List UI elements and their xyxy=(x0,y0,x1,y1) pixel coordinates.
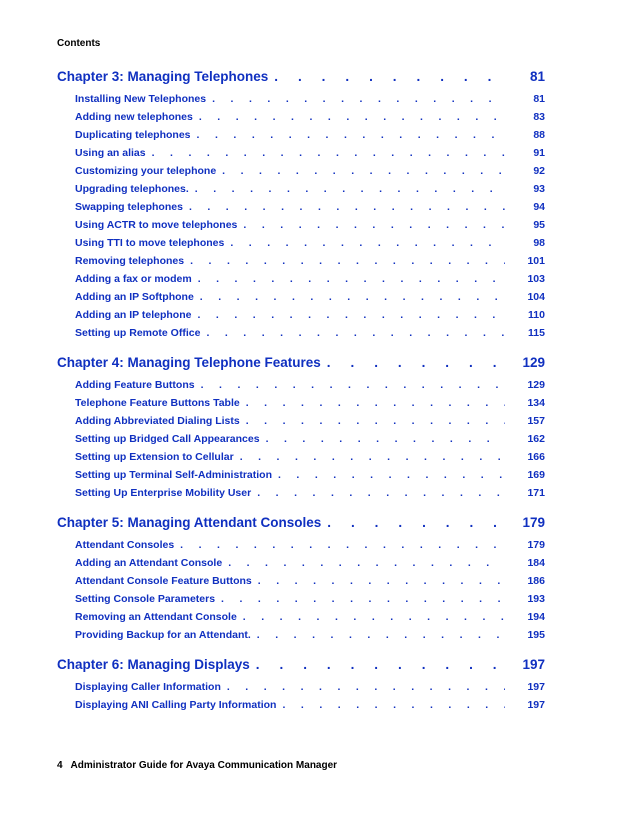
toc-entry-link[interactable] xyxy=(57,696,545,714)
entry-title: Attendant Console Feature Buttons xyxy=(75,575,252,587)
toc-entry-link[interactable] xyxy=(57,324,545,342)
entry-title: Attendant Consoles xyxy=(75,539,175,551)
toc-chapter-link[interactable] xyxy=(57,510,545,536)
toc-entry-link[interactable] xyxy=(57,466,545,484)
dot-leader xyxy=(222,554,505,572)
toc-entry-link[interactable] xyxy=(57,144,545,162)
dot-leader xyxy=(250,652,505,678)
chapter-block xyxy=(57,510,545,644)
footer-doc-title: Administrator Guide for Avaya Communication Manager xyxy=(70,760,338,771)
footer-page-number: 4 xyxy=(57,760,63,771)
dot-leader xyxy=(194,288,505,306)
dot-leader xyxy=(191,306,505,324)
dot-leader xyxy=(321,350,505,376)
entry-title: Setting up Extension to Cellular xyxy=(75,451,234,463)
entry-title: Adding new telephones xyxy=(75,111,193,123)
entry-page: 171 xyxy=(527,487,545,499)
entry-title: Upgrading telephones. xyxy=(75,183,189,195)
entry-title: Swapping telephones xyxy=(75,201,183,213)
entry-title: Setting up Remote Office xyxy=(75,327,201,339)
entry-page: 179 xyxy=(527,539,545,551)
entry-page: 162 xyxy=(527,433,545,445)
entry-page: 103 xyxy=(527,273,545,285)
toc-entry-link[interactable] xyxy=(57,448,545,466)
entry-page: 98 xyxy=(533,237,545,249)
dot-leader xyxy=(146,144,505,162)
dot-leader xyxy=(191,126,505,144)
page-footer xyxy=(57,760,337,771)
entry-page: 169 xyxy=(527,469,545,481)
entry-page: 197 xyxy=(527,699,545,711)
dot-leader xyxy=(251,626,505,644)
dot-leader xyxy=(251,484,505,502)
chapter-title: Chapter 3: Managing Telephones xyxy=(57,69,269,84)
entry-title: Adding an Attendant Console xyxy=(75,557,223,569)
toc-entry-link[interactable] xyxy=(57,306,545,324)
entry-page: 115 xyxy=(528,327,545,339)
entry-title: Using TTI to move telephones xyxy=(75,237,225,249)
entry-page: 101 xyxy=(527,255,545,267)
chapter-block xyxy=(57,350,545,502)
entry-page: 166 xyxy=(527,451,545,463)
entry-page: 83 xyxy=(533,111,545,123)
chapter-title: Chapter 5: Managing Attendant Consoles xyxy=(57,515,322,530)
entry-page: 81 xyxy=(533,93,545,105)
toc-entry-link[interactable] xyxy=(57,678,545,696)
entry-title: Installing New Telephones xyxy=(75,93,207,105)
dot-leader xyxy=(192,270,505,288)
entry-title: Providing Backup for an Attendant. xyxy=(75,629,251,641)
entry-title: Duplicating telephones xyxy=(75,129,191,141)
toc-entry-link[interactable] xyxy=(57,572,545,590)
toc-entry-link[interactable] xyxy=(57,394,545,412)
chapter-block xyxy=(57,652,545,714)
entry-title: Customizing your telephone xyxy=(75,165,217,177)
entry-title: Displaying ANI Calling Party Information xyxy=(75,699,277,711)
dot-leader xyxy=(183,198,505,216)
chapter-title: Chapter 6: Managing Displays xyxy=(57,657,250,672)
entry-title: Removing telephones xyxy=(75,255,185,267)
entry-page: 193 xyxy=(527,593,545,605)
toc-chapter-link[interactable] xyxy=(57,64,545,90)
dot-leader xyxy=(215,590,505,608)
entry-title: Using an alias xyxy=(75,147,146,159)
table-of-contents xyxy=(57,64,545,722)
dot-leader xyxy=(268,64,505,90)
chapter-page: 81 xyxy=(529,69,545,84)
dot-leader xyxy=(321,510,505,536)
dot-leader xyxy=(234,448,505,466)
chapter-title: Chapter 4: Managing Telephone Features xyxy=(57,355,321,370)
toc-entry-link[interactable] xyxy=(57,270,545,288)
entry-title: Adding an IP Softphone xyxy=(75,291,194,303)
toc-entry-link[interactable] xyxy=(57,180,545,198)
toc-entry-link[interactable] xyxy=(57,198,545,216)
toc-chapter-link[interactable] xyxy=(57,350,545,376)
dot-leader xyxy=(237,216,505,234)
dot-leader xyxy=(200,324,505,342)
entry-page: 194 xyxy=(527,611,545,623)
toc-entry-link[interactable] xyxy=(57,252,545,270)
dot-leader xyxy=(189,180,505,198)
dot-leader xyxy=(224,234,505,252)
toc-entry-link[interactable] xyxy=(57,162,545,180)
entry-page: 157 xyxy=(527,415,545,427)
entry-title: Setting Up Enterprise Mobility User xyxy=(75,487,252,499)
toc-entry-link[interactable] xyxy=(57,90,545,108)
entry-title: Setting Console Parameters xyxy=(75,593,216,605)
toc-entry-link[interactable] xyxy=(57,234,545,252)
entry-title: Removing an Attendant Console xyxy=(75,611,237,623)
entry-title: Adding a fax or modem xyxy=(75,273,192,285)
chapter-block xyxy=(57,64,545,342)
entry-title: Using ACTR to move telephones xyxy=(75,219,238,231)
toc-entry-link[interactable] xyxy=(57,288,545,306)
toc-entry-link[interactable] xyxy=(57,376,545,394)
dot-leader xyxy=(260,430,505,448)
entry-title: Setting up Terminal Self-Administration xyxy=(75,469,272,481)
entry-page: 129 xyxy=(527,379,545,391)
entry-page: 186 xyxy=(527,575,545,587)
dot-leader xyxy=(237,608,505,626)
toc-entry-link[interactable] xyxy=(57,216,545,234)
toc-entry-link[interactable] xyxy=(57,484,545,502)
dot-leader xyxy=(272,466,505,484)
entry-title: Telephone Feature Buttons Table xyxy=(75,397,240,409)
toc-entry-link[interactable] xyxy=(57,554,545,572)
toc-entry-link[interactable] xyxy=(57,536,545,554)
dot-leader xyxy=(240,412,505,430)
entry-page: 184 xyxy=(527,557,545,569)
entry-page: 93 xyxy=(533,183,545,195)
dot-leader xyxy=(276,696,505,714)
dot-leader xyxy=(174,536,505,554)
toc-entry-link[interactable] xyxy=(57,430,545,448)
entry-page: 91 xyxy=(533,147,545,159)
entry-page: 134 xyxy=(527,397,545,409)
entry-page: 88 xyxy=(533,129,545,141)
chapter-page: 179 xyxy=(522,515,545,530)
dot-leader xyxy=(221,678,505,696)
chapter-page: 129 xyxy=(522,355,545,370)
dot-leader xyxy=(195,376,505,394)
dot-leader xyxy=(216,162,505,180)
entry-title: Setting up Bridged Call Appearances xyxy=(75,433,260,445)
toc-entry-link[interactable] xyxy=(57,108,545,126)
running-header: Contents xyxy=(57,38,101,49)
entry-page: 104 xyxy=(527,291,545,303)
toc-entry-link[interactable] xyxy=(57,608,545,626)
toc-entry-link[interactable] xyxy=(57,626,545,644)
entry-title: Displaying Caller Information xyxy=(75,681,221,693)
entry-page: 197 xyxy=(527,681,545,693)
entry-page: 195 xyxy=(527,629,545,641)
dot-leader xyxy=(184,252,505,270)
toc-entry-link[interactable] xyxy=(57,590,545,608)
entry-page: 95 xyxy=(533,219,545,231)
entry-page: 94 xyxy=(533,201,545,213)
dot-leader xyxy=(240,394,505,412)
entry-title: Adding Feature Buttons xyxy=(75,379,195,391)
entry-title: Adding Abbreviated Dialing Lists xyxy=(75,415,240,427)
dot-leader xyxy=(193,108,505,126)
entry-page: 92 xyxy=(533,165,545,177)
dot-leader xyxy=(252,572,505,590)
entry-page: 110 xyxy=(528,309,545,321)
chapter-page: 197 xyxy=(522,657,545,672)
toc-chapter-link[interactable] xyxy=(57,652,545,678)
dot-leader xyxy=(206,90,505,108)
entry-title: Adding an IP telephone xyxy=(75,309,192,321)
toc-entry-link[interactable] xyxy=(57,126,545,144)
toc-entry-link[interactable] xyxy=(57,412,545,430)
